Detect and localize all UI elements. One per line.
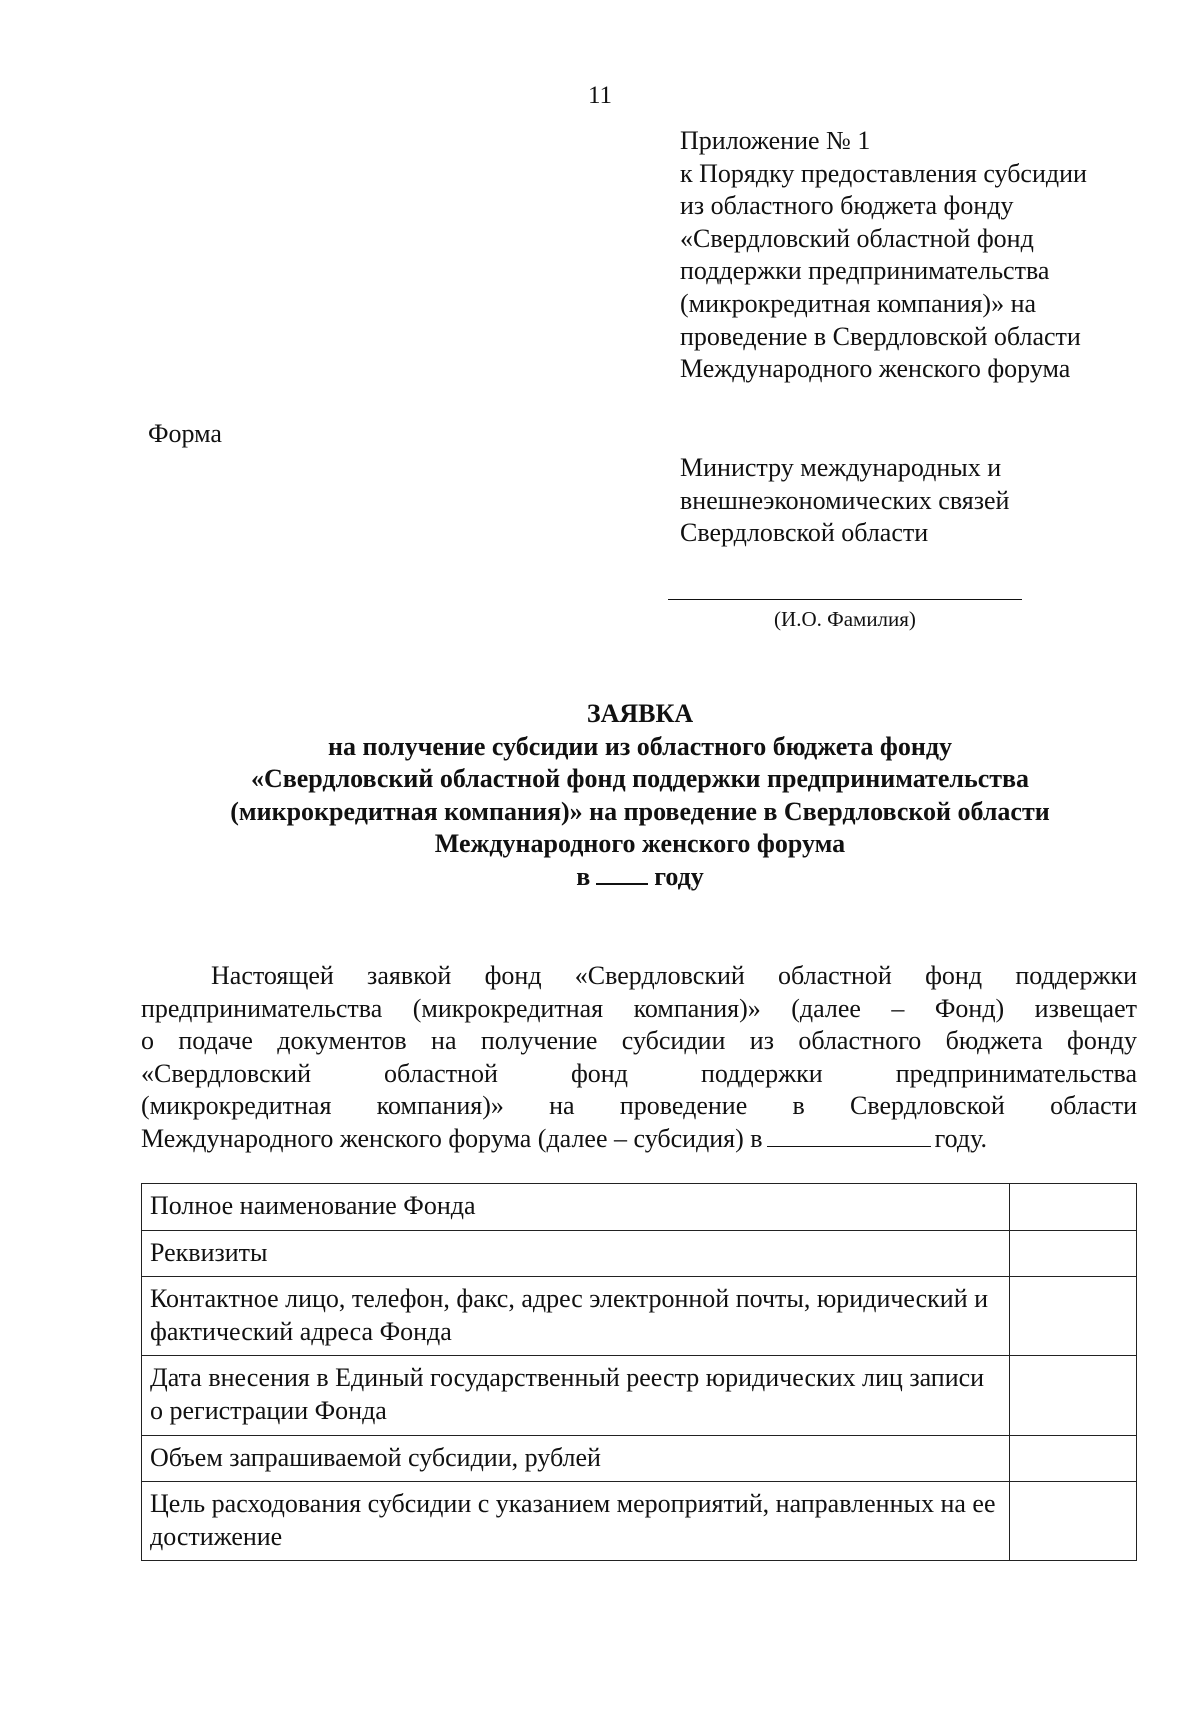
heading-year-suffix: году <box>654 861 704 891</box>
row-label-cell: Цель расходования субсидии с указанием мероприятий, направленных на ее достижение <box>142 1482 1010 1561</box>
signature-caption: (И.О. Фамилия) <box>774 607 916 631</box>
table-row <box>142 1435 1137 1482</box>
heading-line: на получение субсидии из областного бюджета фонду <box>327 731 952 761</box>
body-paragraph <box>141 960 1137 1156</box>
body-last-suffix: году. <box>934 1123 987 1153</box>
row-value-cell[interactable] <box>1010 1482 1137 1561</box>
table-row <box>142 1230 1137 1277</box>
appendix-line: (микрокредитная компания)» на <box>680 288 1037 318</box>
row-label-cell: Контактное лицо, телефон, факс, адрес электронной почты, юридический и фактический адреса Фонда <box>142 1277 1010 1356</box>
body-last-line <box>141 1123 1137 1156</box>
table-row <box>142 1482 1137 1561</box>
year-blank-body <box>767 1128 931 1147</box>
table-row <box>142 1356 1137 1435</box>
document-heading <box>100 698 1180 894</box>
heading-year-line <box>100 861 1180 894</box>
body-last-prefix: Международного женского форума (далее – субсидия) в <box>141 1123 763 1153</box>
appendix-block <box>680 125 1150 386</box>
row-value-cell[interactable] <box>1010 1356 1137 1435</box>
row-value-cell[interactable] <box>1010 1435 1137 1482</box>
addressee-line: Свердловской области <box>680 518 929 547</box>
row-value-cell[interactable] <box>1010 1277 1137 1356</box>
addressee-block <box>680 452 1150 550</box>
appendix-line: к Порядку предоставления субсидии <box>680 158 1087 188</box>
fund-info-table <box>141 1183 1137 1561</box>
row-label-cell: Дата внесения в Единый государственный реестр юридических лиц записи о регистрации Фонда <box>142 1356 1010 1435</box>
appendix-line: проведение в Свердловской области <box>680 321 1081 351</box>
row-value-cell[interactable] <box>1010 1184 1137 1231</box>
appendix-line: поддержки предпринимательства <box>680 256 1050 286</box>
body-line: Настоящей заявкой фонд «Свердловский областной фонд поддержки <box>211 961 1137 990</box>
row-label-cell: Полное наименование Фонда <box>142 1184 1010 1231</box>
body-line: о подаче документов на получение субсидии из областного бюджета фонду <box>141 1026 1137 1056</box>
body-line: (микрокредитная компания)» на проведение в Свердловской области <box>141 1091 1137 1121</box>
appendix-line: из областного бюджета фонду <box>680 191 1014 221</box>
addressee-line: внешнеэкономических связей <box>680 485 1010 515</box>
addressee-line: Министру международных и <box>680 453 1002 482</box>
appendix-line: «Свердловский областной фонд <box>680 223 1034 253</box>
heading-line: (микрокредитная компания)» на проведение в Свердловской области <box>230 796 1050 826</box>
appendix-line: Приложение № 1 <box>680 126 871 155</box>
heading-line: «Свердловский областной фонд поддержки предпринимательства <box>250 764 1030 794</box>
signature-line <box>668 599 1022 600</box>
page-number: 11 <box>587 82 613 109</box>
body-line: «Свердловский областной фонд поддержки предпринимательства <box>141 1058 1137 1088</box>
document-title: ЗАЯВКА <box>586 699 694 728</box>
appendix-line: Международного женского форума <box>680 354 1071 384</box>
year-blank <box>596 863 648 885</box>
body-line: предпринимательства (микрокредитная компания)» (далее – Фонд) извещает <box>141 993 1137 1023</box>
row-label-cell: Объем запрашиваемой субсидии, рублей <box>142 1435 1010 1482</box>
row-label-cell: Реквизиты <box>142 1230 1010 1277</box>
heading-line: Международного женского форума <box>434 829 846 859</box>
table-row <box>142 1277 1137 1356</box>
form-label: Форма <box>148 419 222 448</box>
row-value-cell[interactable] <box>1010 1230 1137 1277</box>
table-row <box>142 1184 1137 1231</box>
heading-year-prefix: в <box>576 861 591 891</box>
